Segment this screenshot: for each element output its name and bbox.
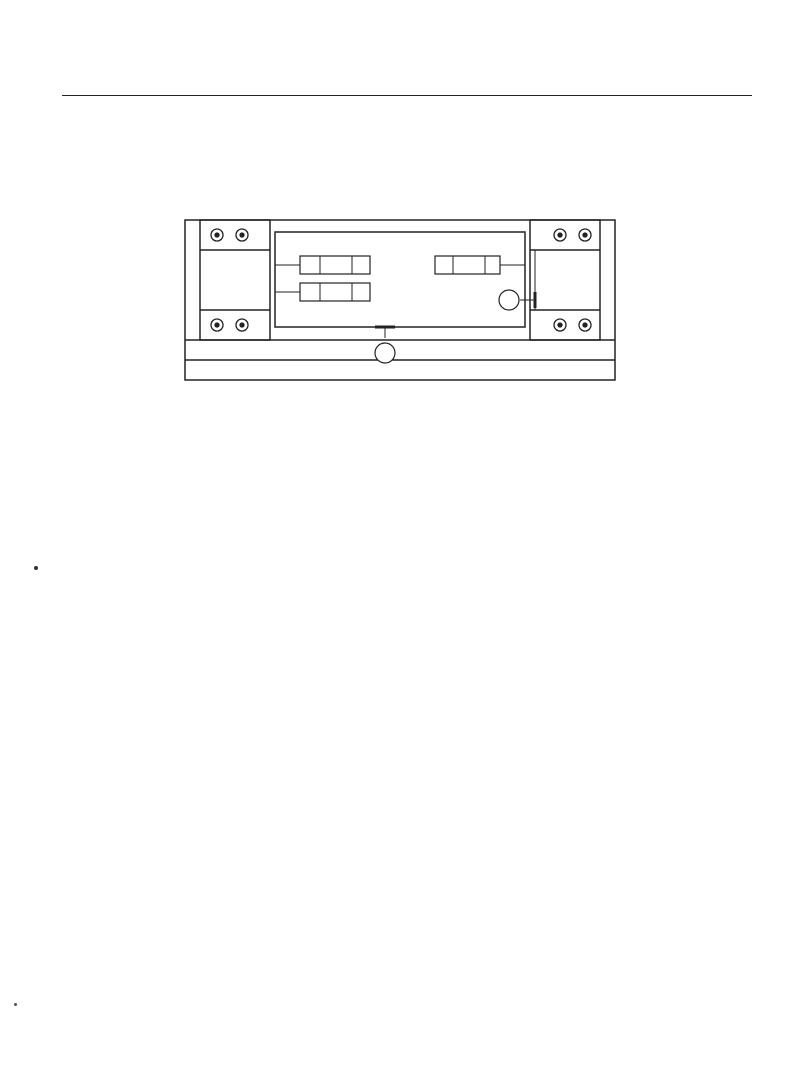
margin-mark [34,566,38,570]
bolt-icons [211,229,591,331]
fcf-parallelism-left [300,283,370,301]
figure-1-drawing [180,210,620,410]
margin-mark-2 [14,1003,17,1006]
datum-b-bubble [499,290,519,310]
fcf-perpendicularity-left [300,256,370,274]
datum-a-bubble [375,343,395,363]
header-rule [62,95,752,96]
fcf-perpendicularity-right [435,256,500,274]
